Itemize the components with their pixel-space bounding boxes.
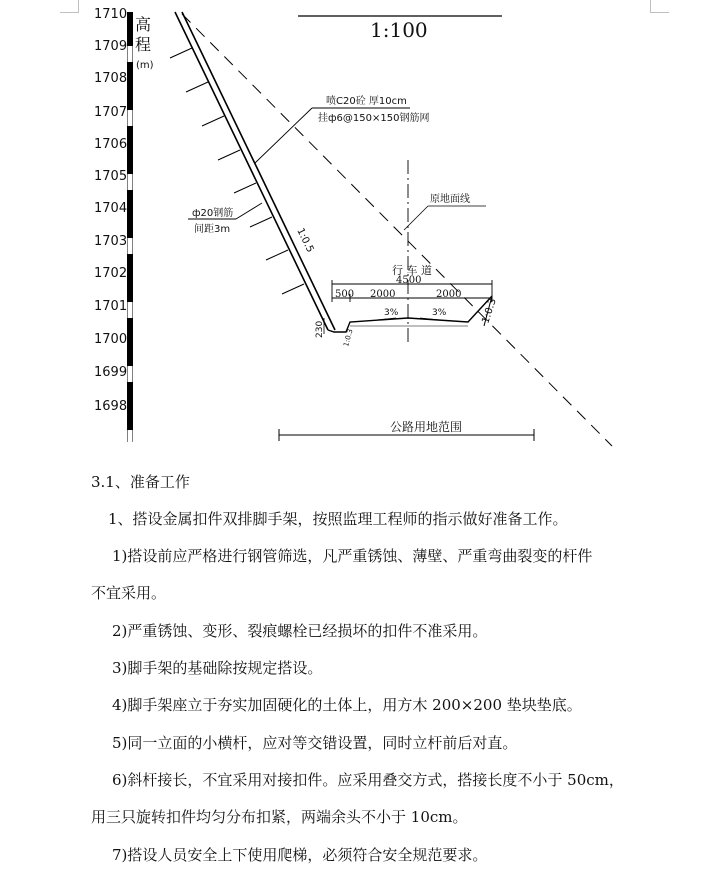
shotcrete-label-2: 挂ф6@150×150钢筋网 (318, 113, 430, 124)
elevation-labels (94, 7, 127, 414)
slope-ratio-label: 1:0.5 (294, 226, 316, 255)
rebar-leader (236, 203, 262, 219)
paragraph-5: 5)同一立面的小横杆，应对等交错设置，同时立杆前后对直。 (112, 734, 518, 752)
elevation-1704: 1704 (94, 201, 128, 216)
elevation-1710: 1710 (94, 7, 128, 22)
elevation-1699: 1699 (94, 365, 128, 380)
segment-left-label: 500 (335, 289, 355, 300)
grade-right-label: 3% (432, 308, 447, 318)
scale-label: 1:100 (370, 18, 428, 42)
rebar-label-2: 间距3m (194, 224, 231, 235)
elevation-1700: 1700 (94, 332, 128, 347)
paragraph-1-line-1: 1)搭设前应严格进行钢管筛选，凡严重锈蚀、薄壁、严重弯曲裂变的杆件 (112, 547, 593, 565)
elevation-1707: 1707 (94, 105, 128, 120)
elevation-unit: (m) (136, 60, 154, 71)
rebar-label-1: ф20钢筋 (192, 208, 234, 219)
elevation-1703: 1703 (94, 234, 128, 249)
paragraph-1-line-2: 不宜采用。 (91, 584, 167, 602)
grade-left-label: 3% (384, 308, 399, 318)
soil-nails (170, 48, 304, 294)
paragraph-7: 7)搭设人员安全上下使用爬梯，必须符合安全规范要求。 (112, 846, 488, 864)
elevation-1709: 1709 (94, 39, 128, 54)
elevation-1708: 1708 (94, 71, 128, 86)
elevation-1701: 1701 (94, 299, 128, 314)
elevation-1702: 1702 (94, 266, 128, 281)
shotcrete-label-1: 喷C20砼 厚10cm (326, 96, 407, 107)
segment-mid-right-label: 2000 (436, 289, 462, 300)
elevation-1706: 1706 (94, 137, 128, 152)
slope-face (175, 12, 335, 330)
roadway-label: 行 车 道 (392, 264, 432, 277)
right-slope-label: 1:0.3 (480, 297, 499, 325)
paragraph-6-line-1: 6)斜杆接长，不宜采用对接扣件。应采用叠交方式，搭接长度不小于 50cm， (112, 771, 624, 789)
original-ground-line (182, 14, 612, 446)
item-1: 1、搭设金属扣件双排脚手架，按照监理工程师的指示做好准备工作。 (108, 510, 568, 528)
paragraph-2: 2)严重锈蚀、变形、裂痕螺栓已经损坏的扣件不准采用。 (112, 622, 488, 640)
section-heading: 3.1、准备工作 (91, 473, 190, 491)
segment-mid-left-label: 2000 (370, 289, 396, 300)
paragraph-4: 4)脚手架座立于夯实加固硬化的土体上，用方木 200×200 垫块垫底。 (112, 696, 582, 714)
elevation-ruler (127, 12, 133, 442)
ditch-slope-label: 1:0.3 (342, 328, 355, 348)
elevation-1705: 1705 (94, 169, 128, 184)
paragraph-6-line-2: 用三只旋转扣件均匀分布扣紧，两端余头不小于 10cm。 (91, 808, 468, 826)
elevation-1698: 1698 (94, 399, 128, 414)
ditch-depth-label: 230 (315, 320, 325, 338)
elevation-axis-title-char-2: 程 (135, 35, 152, 54)
right-of-way-label: 公路用地范围 (390, 420, 463, 434)
elevation-axis-title-char-1: 高 (135, 15, 152, 34)
ground-line-label: 原地面线 (430, 194, 470, 205)
total-width-label: 4500 (396, 275, 422, 286)
paragraph-3: 3)脚手架的基础除按规定搭设。 (112, 659, 323, 677)
